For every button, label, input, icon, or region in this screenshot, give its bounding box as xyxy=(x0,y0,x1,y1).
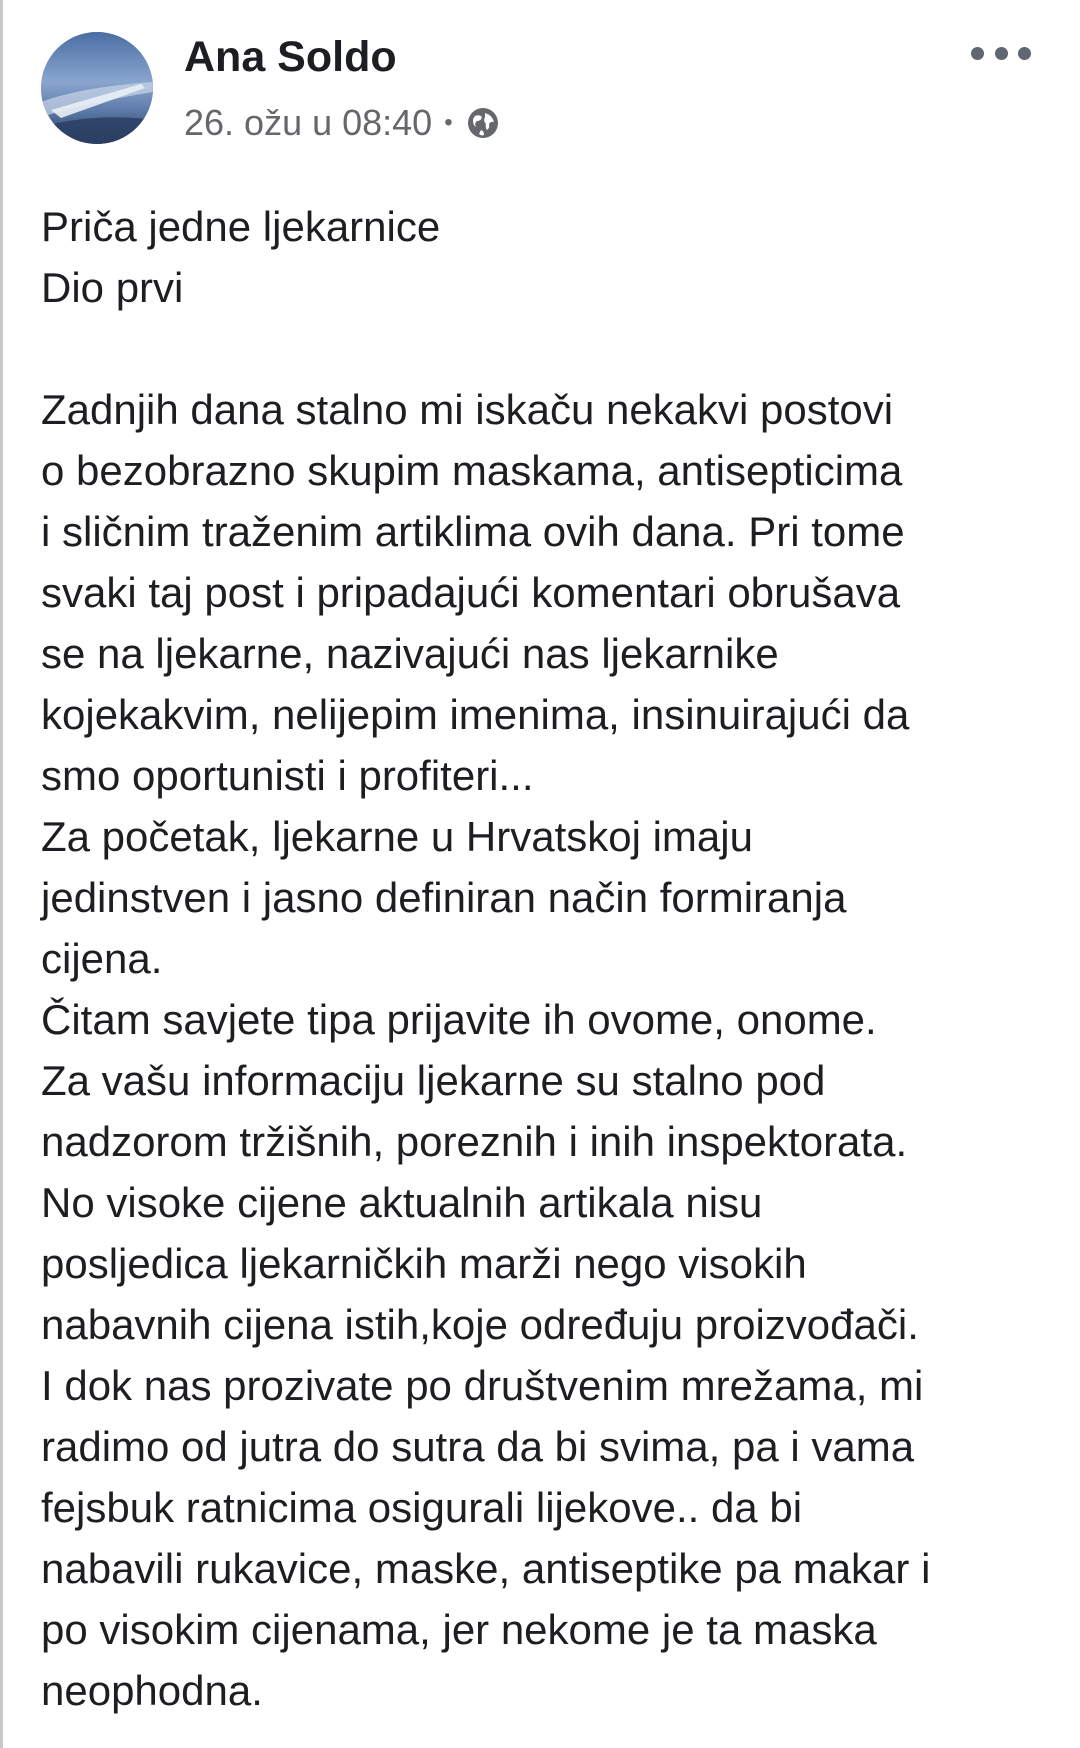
body-line: kojekakvim, nelijepim imenima, insinuirajući da xyxy=(41,691,910,738)
body-line: i sličnim traženim artiklima ovih dana. Pri tome xyxy=(41,508,905,555)
author-avatar[interactable] xyxy=(41,32,153,144)
body-line: No visoke cijene aktualnih artikala nisu xyxy=(41,1179,763,1226)
body-line: se na ljekarne, nazivajući nas ljekarnike xyxy=(41,630,779,677)
post-subtitle-line: Dio prvi xyxy=(41,264,184,311)
body-line: Za početak, ljekarne u Hrvatskoj imaju xyxy=(41,813,753,860)
body-line: Zadnjih dana stalno mi iskaču nekakvi postovi xyxy=(41,386,894,433)
body-line: smo oportunisti i profiteri... xyxy=(41,752,534,799)
dot xyxy=(971,47,984,60)
post-timestamp[interactable]: 26. ožu u 08:40 xyxy=(184,102,433,143)
body-line: fejsbuk ratnicima osigurali lijekove.. da bi xyxy=(41,1484,803,1531)
body-line: Za vašu informaciju ljekarne su stalno pod xyxy=(41,1057,826,1104)
dot xyxy=(1018,47,1031,60)
body-line: Čitam savjete tipa prijavite ih ovome, onome. xyxy=(41,996,877,1043)
paragraph-gap xyxy=(41,318,1061,379)
meta-separator: • xyxy=(444,109,453,136)
body-line: posljedica ljekarničkih marži nego visokih xyxy=(41,1240,807,1287)
body-line: radimo od jutra do sutra da bi svima, pa i vama xyxy=(41,1423,915,1470)
post-meta xyxy=(184,98,501,148)
body-line: svaki taj post i pripadajući komentari obrušava xyxy=(41,569,901,616)
body-line: cijena. xyxy=(41,935,163,982)
avatar-image xyxy=(41,32,153,144)
author-name[interactable]: Ana Soldo xyxy=(184,33,397,81)
body-line: o bezobrazno skupim maskama, antisepticima xyxy=(41,447,903,494)
post-title-line: Priča jedne ljekarnice xyxy=(41,203,441,250)
dot xyxy=(995,47,1008,60)
more-options-icon[interactable] xyxy=(971,38,1031,68)
globe-icon[interactable] xyxy=(465,105,501,141)
body-line: nabavili rukavice, maske, antiseptike pa makar i xyxy=(41,1545,931,1592)
post-text xyxy=(41,196,1061,1721)
body-line: nadzorom tržišnih, poreznih i inih inspektorata. xyxy=(41,1118,908,1165)
body-line: jedinstven i jasno definiran način formiranja xyxy=(41,874,847,921)
body-line: nabavnih cijena istih,koje određuju proizvođači. xyxy=(41,1301,919,1348)
body-line: po visokim cijenama, jer nekome je ta maska xyxy=(41,1606,877,1653)
body-line: I dok nas prozivate po društvenim mrežama, mi xyxy=(41,1362,924,1409)
body-line: neophodna. xyxy=(41,1667,263,1714)
post-header xyxy=(3,0,1080,160)
